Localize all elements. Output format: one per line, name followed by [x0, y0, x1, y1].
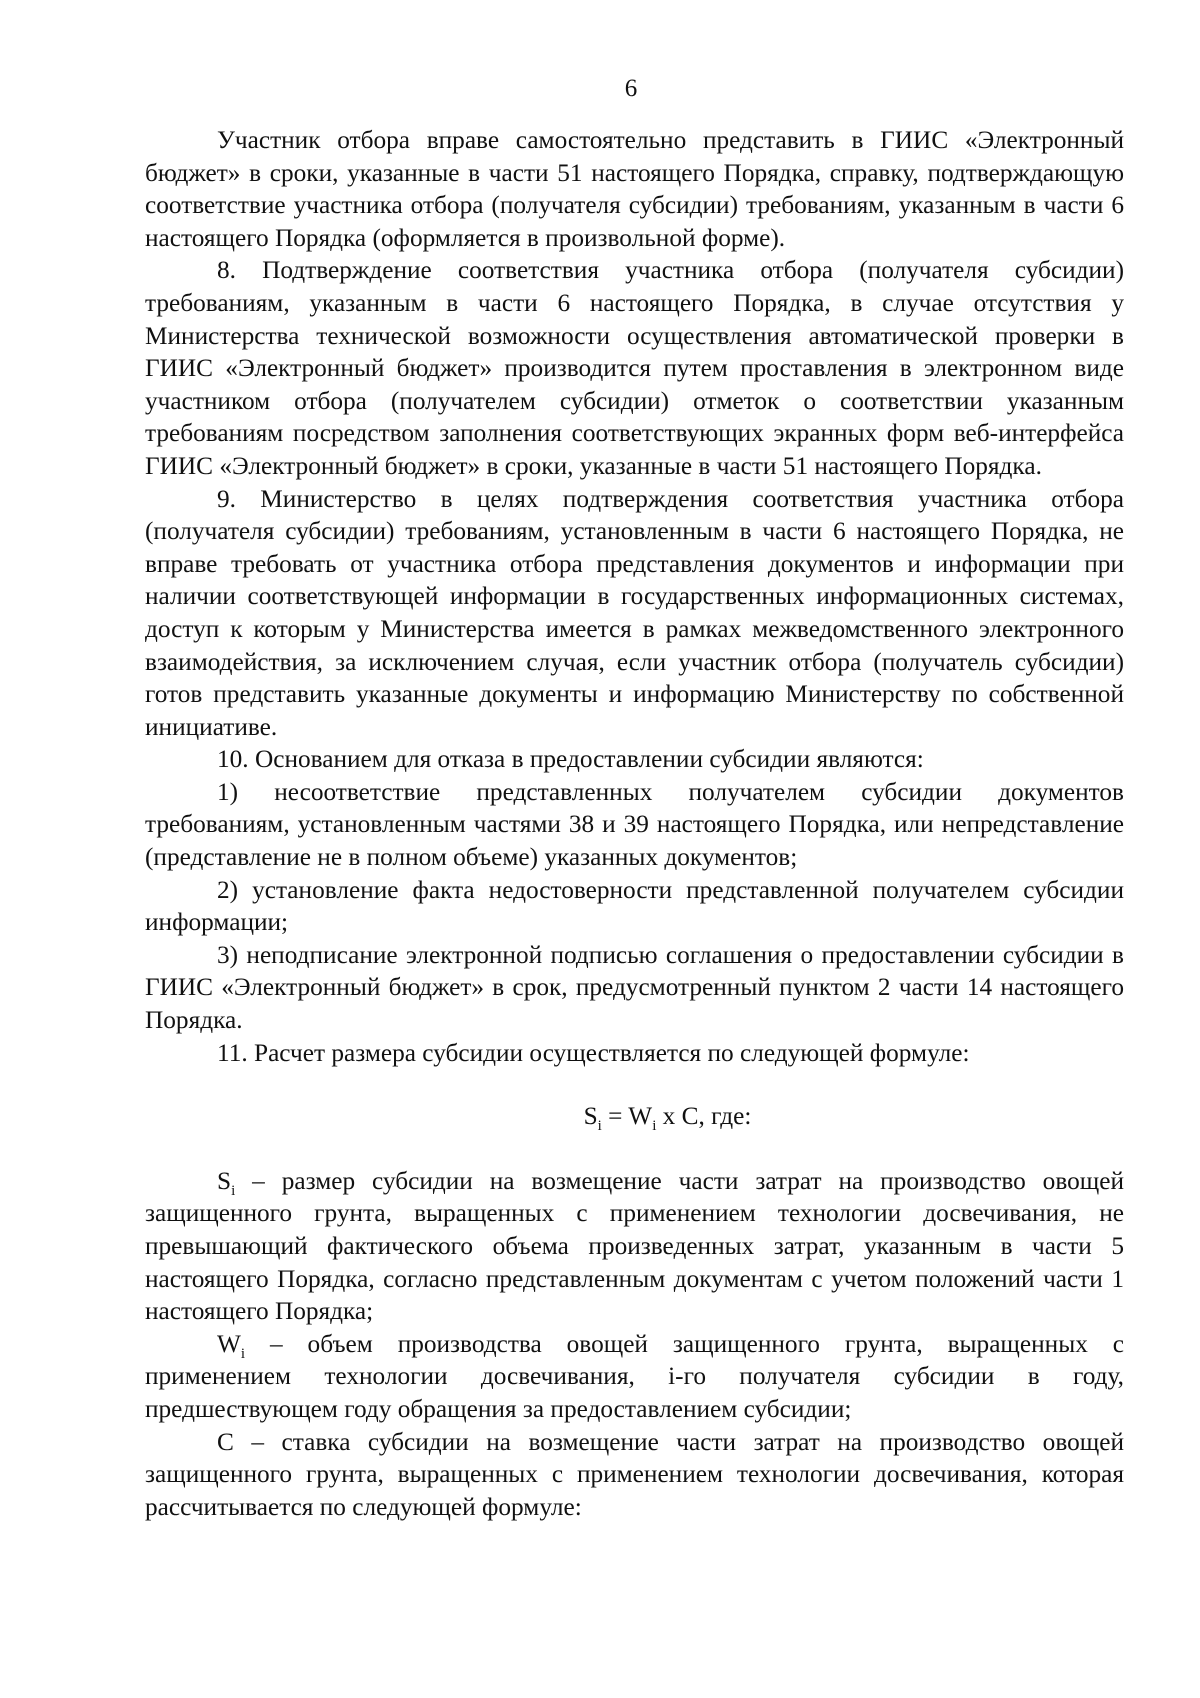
definition-si	[145, 1165, 1124, 1328]
document-body	[145, 124, 1124, 1523]
subsidy-formula	[145, 1100, 1124, 1133]
formula-w-subscript: i	[652, 1118, 657, 1135]
formula-rest: x C, где:	[656, 1102, 752, 1131]
refusal-ground-3: 3) неподписание электронной подписью соглашения о предоставлении субсидии в ГИИС «Электронный бюджет» в срок, предусмотренный пунктом 2 части 14 настоящего Порядка.	[145, 940, 1124, 1035]
refusal-ground-2: 2) установление факта недостоверности представленной получателем субсидии информации;	[145, 875, 1124, 937]
definition-c: C – ставка субсидии на возмещение части затрат на производство овощей защищенного грунта, выращенных с применением технологии досвечивания, которая рассчитывается по следующей формуле:	[145, 1427, 1124, 1521]
paragraph-11-calculation: 11. Расчет размера субсидии осуществляется по следующей формуле:	[217, 1038, 970, 1067]
formula-s-subscript: i	[597, 1118, 602, 1135]
formula-equals: =	[601, 1102, 629, 1131]
paragraph-8-confirmation: 8. Подтверждение соответствия участника отбора (получателя субсидии) требованиям, указанным в части 6 настоящего Порядка, в случае отсутствия у Министерства технической возможности осуществления автоматической проверки в ГИИС «Электронный бюджет» производится путем проставления в электронном виде участником отбора (получателем субсидии) отметок о соответствии указанным требованиям посредством заполнения соответствующих экранных форм веб-интерфейса ГИИС «Электронный бюджет» в сроки, указанные в части 51 настоящего Порядка.	[145, 256, 1124, 480]
definition-wi-subscript: i	[240, 1345, 246, 1362]
formula-s-letter: S	[583, 1102, 598, 1131]
paragraph-submit-certificate: Участник отбора вправе самостоятельно представить в ГИИС «Электронный бюджет» в сроки, указанные в части 51 настоящего Порядка, справку, подтверждающую соответствие участника отбора (получателя субсидии) требованиям, указанным в части 6 настоящего Порядка (оформляется в произвольной форме).	[145, 126, 1124, 252]
definition-si-letter: S	[217, 1166, 232, 1195]
paragraph-9-ministry: 9. Министерство в целях подтверждения соответствия участника отбора (получателя субсидии) требованиям, установленным в части 6 настоящего Порядка, не вправе требовать от участника отбора представления документов и информации при наличии соответствующей информации в государственных информационных системах, доступ к которым у Министерства имеется в рамках межведомственного электронного взаимодействия, за исключением случая, если участник отбора (получатель субсидии) готов представить указанные документы и информацию Министерству по собственной инициативе.	[145, 484, 1124, 741]
formula-w-letter: W	[628, 1102, 653, 1131]
definition-wi-letter: W	[217, 1329, 241, 1358]
paragraph-10-refusal-grounds: 10. Основанием для отказа в предоставлении субсидии являются:	[217, 745, 924, 774]
refusal-ground-1: 1) несоответствие представленных получателем субсидии документов требованиям, установленным частями 38 и 39 настоящего Порядка, или непредставление (представление не в полном объеме) указанных документов;	[145, 777, 1124, 872]
definition-wi	[145, 1328, 1124, 1426]
page-number: 6	[624, 75, 638, 102]
definition-si-text: – размер субсидии на возмещение части затрат на производство овощей защищенного грунта, выращенных с применением технологии досвечивания, не превышающий фактического объема произведенных затрат, указанным в части 5 настоящего Порядка, согласно представленным документам с учетом положений части 1 настоящего Порядка;	[145, 1166, 1124, 1326]
definition-wi-text: – объем производства овощей защищенного грунта, выращенных с применением технологии досвечивания, i-го получателя субсидии в году, предшествующем году обращения за предоставлением субсидии;	[145, 1329, 1124, 1423]
definition-si-subscript: i	[231, 1182, 236, 1199]
